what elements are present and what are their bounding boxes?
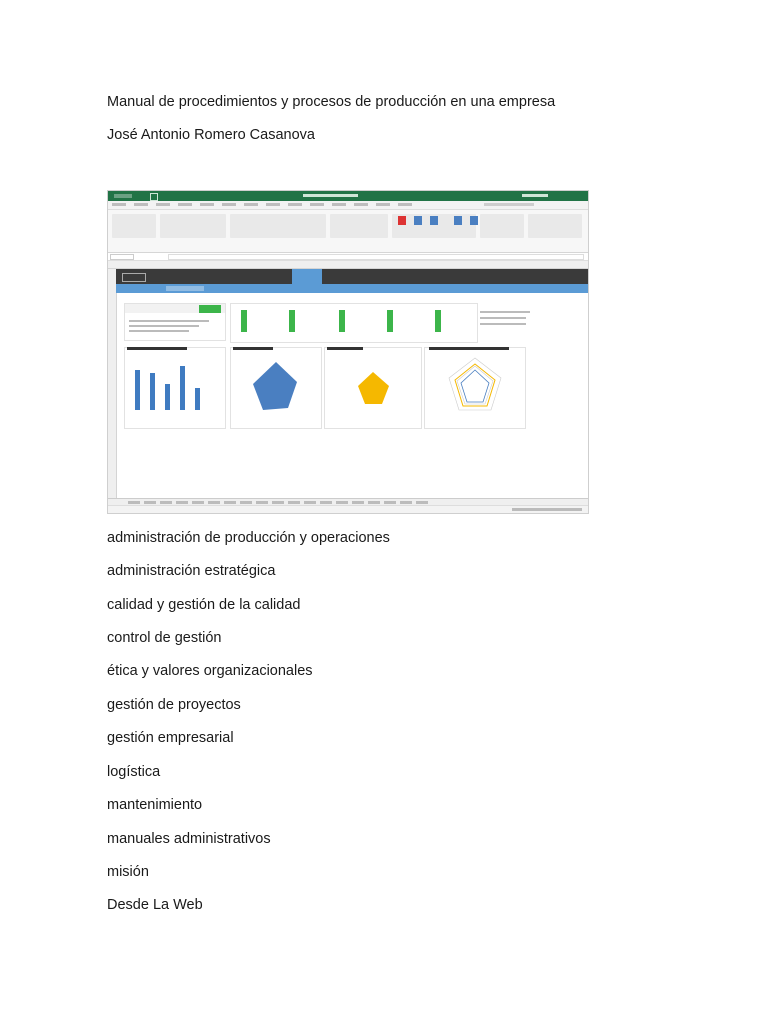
tag-item[interactable]: ética y valores organizacionales — [107, 663, 313, 679]
dashboard-subbar — [116, 284, 588, 293]
document-author: José Antonio Romero Casanova — [107, 127, 315, 143]
comparison-radar — [424, 347, 526, 429]
dashboard-tab — [326, 272, 352, 281]
status-bar — [108, 505, 588, 513]
mini-bar-charts — [230, 303, 478, 343]
column-headers — [108, 261, 588, 269]
dashboard-tab — [228, 272, 262, 281]
user-name-placeholder — [522, 193, 548, 198]
dashboard-header — [116, 269, 588, 284]
quick-access-toolbar — [114, 194, 132, 198]
row-headers — [108, 269, 117, 499]
dashboard-tab — [158, 272, 186, 281]
formula-bar — [108, 253, 588, 261]
save-icon — [150, 193, 158, 201]
tag-item[interactable]: logística — [107, 764, 161, 780]
dashboard-tab — [192, 272, 226, 281]
ribbon-tabs — [108, 201, 588, 210]
tag-item[interactable]: administración estratégica — [107, 563, 276, 579]
target-radar — [324, 347, 422, 429]
dashboard-tab-active — [292, 269, 322, 284]
document-title: Manual de procedimientos y procesos de producción en una empresa — [107, 94, 556, 110]
tag-item[interactable]: gestión de proyectos — [107, 697, 241, 713]
tag-item[interactable]: Desde La Web — [107, 897, 203, 913]
tag-item[interactable]: mantenimiento — [107, 797, 203, 813]
maturity-panel — [124, 303, 226, 341]
tag-item[interactable]: misión — [107, 864, 149, 880]
tag-item[interactable]: calidad y gestión de la calidad — [107, 597, 301, 613]
tag-item[interactable]: control de gestión — [107, 630, 222, 646]
zone-score-chart — [124, 347, 226, 429]
tag-item[interactable]: administración de producción y operaciones — [107, 530, 390, 546]
excel-dashboard-screenshot — [107, 190, 589, 514]
current-score-radar — [230, 347, 322, 429]
window-title-bar-text — [303, 193, 358, 198]
tag-item[interactable]: gestión empresarial — [107, 730, 234, 746]
ribbon — [108, 210, 588, 253]
excel-title-bar — [108, 191, 588, 201]
logo-icon — [122, 273, 146, 282]
tag-item[interactable]: manuales administrativos — [107, 831, 271, 847]
